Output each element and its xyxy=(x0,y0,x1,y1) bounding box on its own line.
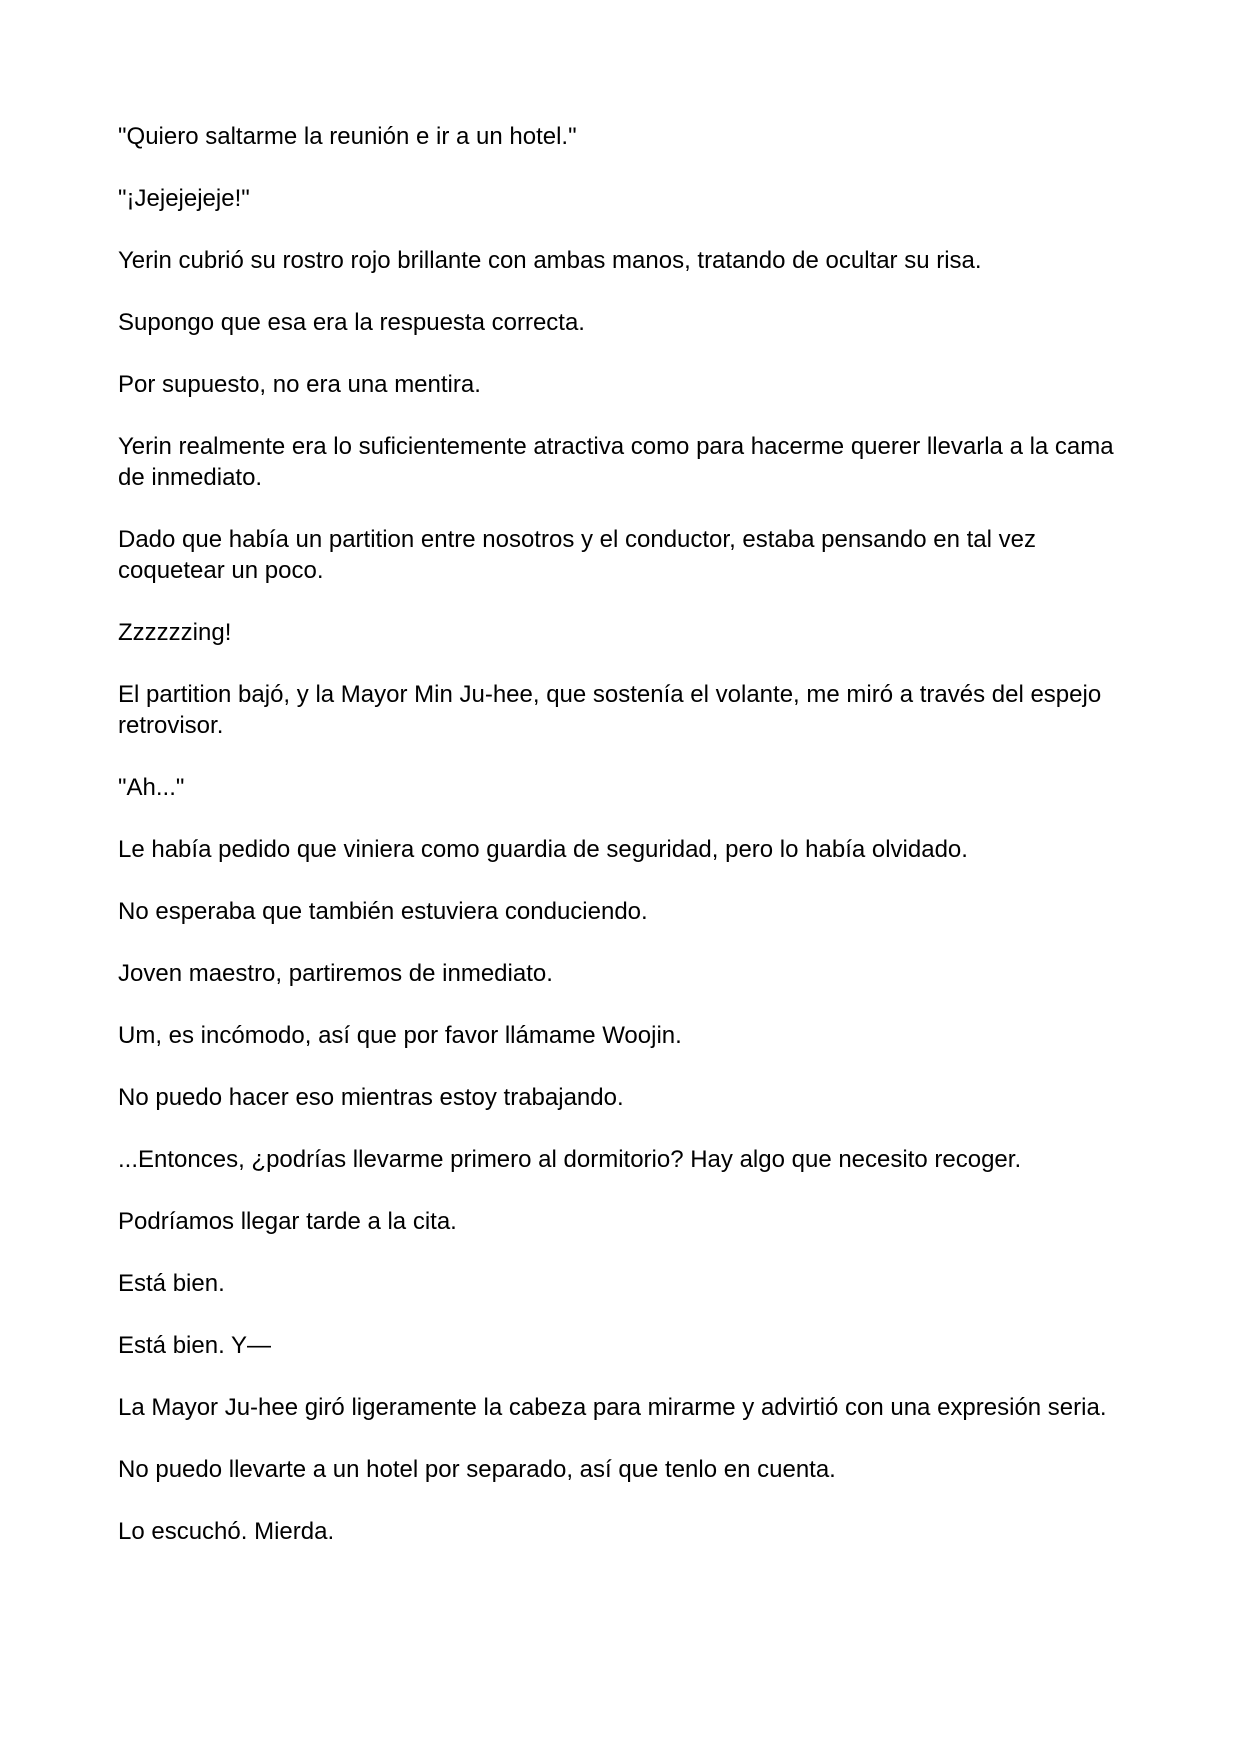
paragraph: Zzzzzzing! xyxy=(118,619,232,646)
paragraph: Le había pedido que viniera como guardia de seguridad, pero lo había olvidado. xyxy=(118,836,968,863)
paragraph: Supongo que esa era la respuesta correcta. xyxy=(118,309,585,336)
paragraph: Por supuesto, no era una mentira. xyxy=(118,371,481,398)
paragraph: "Quiero saltarme la reunión e ir a un hotel." xyxy=(118,123,577,150)
paragraph: Está bien. xyxy=(118,1270,225,1297)
paragraph: "Ah..." xyxy=(118,774,185,801)
paragraph: Podríamos llegar tarde a la cita. xyxy=(118,1208,457,1235)
paragraph: El partition bajó, y la Mayor Min Ju-hee, que sostenía el volante, me miró a través del espejo retrovisor. xyxy=(118,681,1102,739)
paragraph: Joven maestro, partiremos de inmediato. xyxy=(118,960,553,987)
paragraph: Yerin realmente era lo suficientemente atractiva como para hacerme querer llevarla a la cama de inmediato. xyxy=(118,433,1114,491)
paragraph: "¡Jejejejeje!" xyxy=(118,185,250,212)
paragraph: No puedo llevarte a un hotel por separado, así que tenlo en cuenta. xyxy=(118,1456,836,1483)
paragraph: La Mayor Ju-hee giró ligeramente la cabeza para mirarme y advirtió con una expresión seria. xyxy=(118,1394,1107,1421)
paragraph: Lo escuchó. Mierda. xyxy=(118,1518,335,1545)
paragraph: Está bien. Y— xyxy=(118,1332,271,1359)
paragraph: No puedo hacer eso mientras estoy trabajando. xyxy=(118,1084,624,1111)
paragraph: No esperaba que también estuviera conduciendo. xyxy=(118,898,648,925)
paragraph: ...Entonces, ¿podrías llevarme primero al dormitorio? Hay algo que necesito recoger. xyxy=(118,1146,1022,1173)
document-body xyxy=(118,121,1138,1547)
paragraph: Um, es incómodo, así que por favor llámame Woojin. xyxy=(118,1022,682,1049)
paragraph: Yerin cubrió su rostro rojo brillante con ambas manos, tratando de ocultar su risa. xyxy=(118,247,982,274)
paragraph: Dado que había un partition entre nosotros y el conductor, estaba pensando en tal vez coquetear un poco. xyxy=(118,526,1036,584)
